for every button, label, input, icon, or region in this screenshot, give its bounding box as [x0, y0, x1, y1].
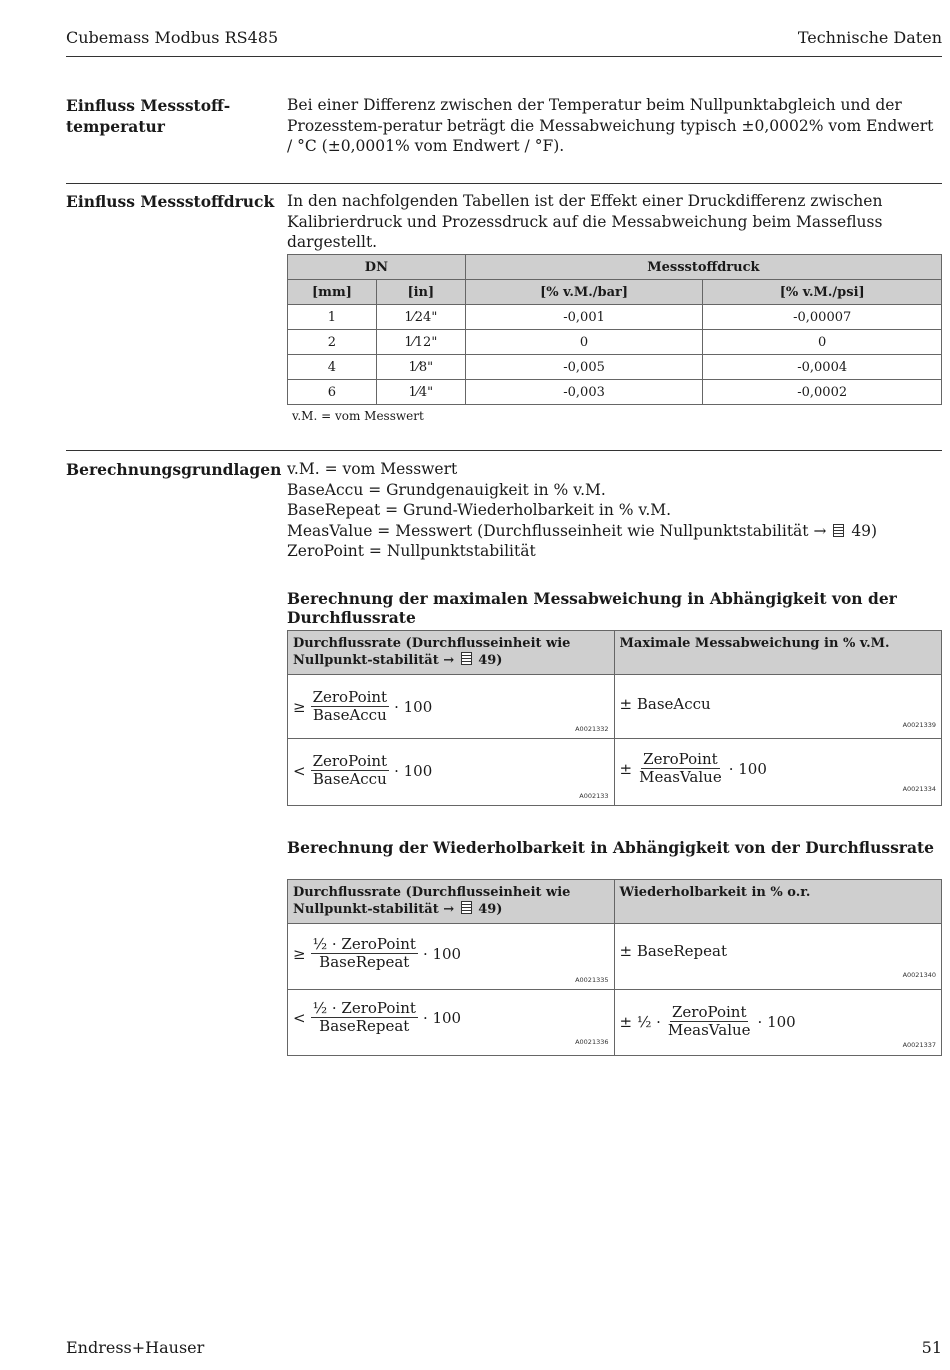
section-divider [66, 183, 942, 184]
formula: ≥ $\frac{\text{ZeroPoint}}{\text{BaseAccu}}$ · 100 [293, 688, 433, 724]
repeatability-formula-cell [288, 990, 615, 1056]
table-row [288, 305, 942, 330]
formula: < $\frac{\text{ZeroPoint}}{\text{BaseAccu}}$ · 100 [293, 752, 433, 788]
formula: ≥ $\frac{\text{½ · ZeroPoint}}{\text{BaseRepeat}}$ · 100 [293, 935, 462, 971]
accuracy-heading: Berechnung der maximalen Messabweichung in Abhängigkeit von der Durchflussrate [287, 589, 897, 627]
definition-item-measvalue: MeasValue = Messwert (Durchflusseinheit wie Nullpunktstabilität → 49) [287, 521, 878, 540]
page-reference-icon [461, 901, 472, 914]
table-row [288, 380, 942, 405]
repeatability-table [287, 879, 942, 1056]
section-label-calculation: Berechnungsgrundlagen [66, 460, 282, 479]
table-cell: 1 [288, 305, 377, 330]
formula: < $\frac{\text{½ · ZeroPoint}}{\text{BaseRepeat}}$ · 100 [293, 999, 462, 1035]
table-cell: -0,00007 [703, 305, 942, 330]
accuracy-table [287, 630, 942, 806]
pressure-table [287, 254, 942, 405]
accuracy-formula-cell [288, 675, 615, 739]
header-rule [66, 56, 942, 57]
table-cell: 6 [288, 380, 377, 405]
accuracy-result-cell [614, 675, 941, 739]
definition-item: ZeroPoint = Nullpunktstabilität [287, 542, 536, 560]
table-cell: 1⁄4" [376, 380, 465, 405]
table-cell: 2 [288, 330, 377, 355]
repeatability-result-cell [614, 990, 942, 1056]
section-label-pressure: Einfluss Messstoffdruck [66, 192, 275, 211]
figure-code: A0021335 [575, 976, 609, 984]
fraction: $\frac{\text{½ · ZeroPoint}}{\text{BaseRepeat}}$ [312, 935, 416, 971]
table-cell: -0,0004 [703, 355, 942, 380]
section-text-pressure: In den nachfolgenden Tabellen ist der Effekt einer Druckdifferenz zwischen Kalibrierdruck und Prozessdruck auf die Messabweichung beim Massefluss dargestellt. [287, 192, 883, 251]
accuracy-col2-header: Maximale Messabweichung in % v.M. [614, 631, 941, 675]
table-footnote: v.M. = vom Messwert [292, 409, 424, 423]
header-document-title: Cubemass Modbus RS485 [66, 28, 279, 47]
repeatability-formula-cell [288, 924, 615, 990]
table-row [288, 355, 942, 380]
figure-code: A002133 [579, 792, 609, 800]
figure-code: A0021339 [902, 721, 936, 729]
footer-company: Endress+Hauser [66, 1338, 205, 1357]
table-col-header: [in] [376, 280, 465, 305]
table-cell: -0,003 [465, 380, 703, 405]
repeatability-col1-header: Durchflussrate (Durchflusseinheit wie Nullpunkt-stabilität → 49) [288, 880, 615, 924]
table-row [288, 330, 942, 355]
figure-code: A0021336 [575, 1038, 609, 1046]
fraction: $\frac{\text{½ · ZeroPoint}}{\text{BaseRepeat}}$ [312, 999, 416, 1035]
page-number: 51 [921, 1338, 942, 1357]
result: ± BaseAccu [619, 695, 711, 713]
page-reference[interactable]: 49) [478, 653, 503, 668]
result-formula: ± $\frac{\text{ZeroPoint}}{\text{MeasValue}}$ · 100 [619, 750, 767, 786]
page-reference-icon [833, 524, 844, 537]
page-reference[interactable]: 49) [478, 902, 503, 917]
table-group-header-pressure: Messstoffdruck [465, 255, 941, 280]
definition-item: BaseRepeat = Grund-Wiederholbarkeit in % v.M. [287, 501, 672, 519]
table-cell: 0 [465, 330, 703, 355]
page-reference[interactable]: 49) [851, 521, 878, 540]
table-col-header: [% v.M./bar] [465, 280, 703, 305]
figure-code: A0021332 [575, 725, 609, 733]
repeatability-result-cell [614, 924, 942, 990]
figure-code: A0021337 [902, 1041, 936, 1049]
accuracy-result-cell [614, 739, 941, 806]
table-cell: -0,0002 [703, 380, 942, 405]
figure-code: A0021340 [902, 971, 936, 979]
section-text-temperature: Bei einer Differenz zwischen der Temperatur beim Nullpunktabgleich und der Prozesstem-peratur beträgt die Messabweichung typisch ±0,0002% vom Endwert / °C (±0,0001% vom Endwert / °F). [287, 96, 934, 155]
repeatability-heading: Berechnung der Wiederholbarkeit in Abhängigkeit von der Durchflussrate [287, 838, 935, 857]
definition-item: v.M. = vom Messwert [287, 460, 458, 478]
header-section-title: Technische Daten [797, 28, 942, 47]
table-cell: -0,001 [465, 305, 703, 330]
page-reference-icon [461, 652, 472, 665]
result-formula: ± ½ · $\frac{\text{ZeroPoint}}{\text{MeasValue}}$ · 100 [619, 1003, 796, 1039]
table-group-header-dn: DN [288, 255, 466, 280]
section-divider [66, 450, 942, 451]
table-cell: 1⁄12" [376, 330, 465, 355]
table-cell: -0,005 [465, 355, 703, 380]
definition-item: BaseAccu = Grundgenauigkeit in % v.M. [287, 480, 606, 499]
fraction: $\frac{\text{ZeroPoint}}{\text{BaseAccu}}$ [312, 688, 388, 724]
table-cell: 0 [703, 330, 942, 355]
table-col-header: [mm] [288, 280, 377, 305]
fraction: $\frac{\text{ZeroPoint}}{\text{MeasValue}}$ [639, 750, 722, 786]
table-col-header: [% v.M./psi] [703, 280, 942, 305]
table-cell: 1⁄8" [376, 355, 465, 380]
table-cell: 1⁄24" [376, 305, 465, 330]
accuracy-formula-cell [288, 739, 615, 806]
table-cell: 4 [288, 355, 377, 380]
fraction: $\frac{\text{ZeroPoint}}{\text{BaseAccu}}$ [312, 752, 388, 788]
repeatability-col2-header: Wiederholbarkeit in % o.r. [614, 880, 942, 924]
fraction: $\frac{\text{ZeroPoint}}{\text{MeasValue}}$ [667, 1003, 751, 1039]
accuracy-col1-header: Durchflussrate (Durchflusseinheit wie Nullpunkt-stabilität → 49) [288, 631, 615, 675]
figure-code: A0021334 [902, 785, 936, 793]
section-label-temperature: Einfluss Messstoff- temperatur [66, 96, 231, 136]
result: ± BaseRepeat [619, 942, 727, 960]
definitions-list [287, 459, 877, 562]
